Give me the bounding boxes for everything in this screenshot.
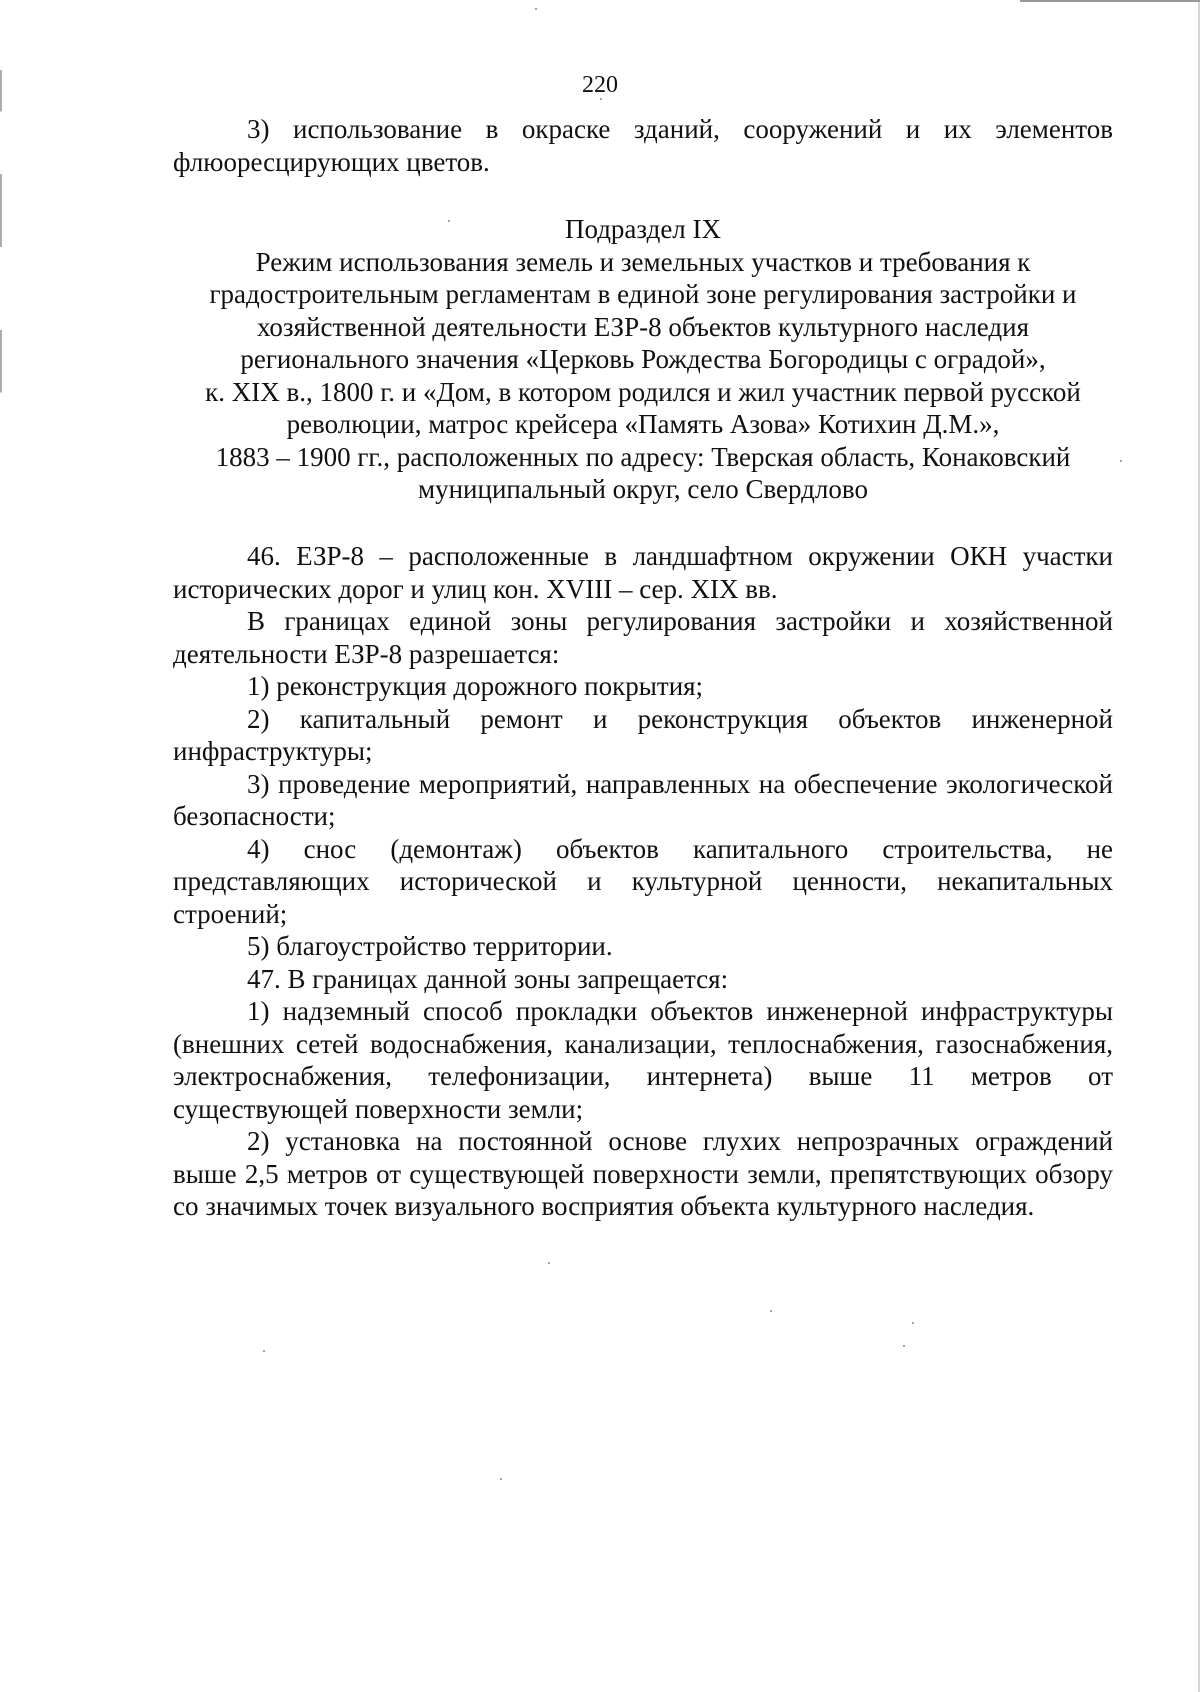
heading-line: муниципальный округ, село Свердлово — [418, 474, 868, 504]
heading-line: 1883 – 1900 гг., расположенных по адресу: Тверская область, Конаковский — [215, 441, 1071, 472]
list-item: 2) капитальный ремонт и реконструкция объектов инженерной инфраструктуры; — [173, 703, 1113, 766]
scan-speck — [903, 1345, 905, 1347]
scan-speck — [770, 1310, 772, 1312]
clause-paragraph: 47. В границах данной зоны запрещается: — [247, 963, 729, 994]
heading-line: Режим использования земель и земельных участков и требования к — [255, 246, 1031, 277]
list-item: 1) реконструкция дорожного покрытия; — [247, 671, 704, 701]
subsection-title: Подраздел IX — [564, 214, 722, 244]
scan-edge-top — [1020, 0, 1200, 2]
scan-speck — [912, 1322, 914, 1324]
scan-speck — [448, 220, 450, 222]
heading-line: хозяйственной деятельности ЕЗР-8 объектов культурного наследия — [256, 311, 1030, 342]
scan-speck — [1120, 460, 1122, 462]
scan-speck — [600, 98, 602, 100]
body-section — [173, 540, 1113, 1223]
scan-edge-left — [0, 70, 2, 590]
intro-paragraph: 3) использование в окраске зданий, сооружений и их элементов флюоресцирующих цветов. — [173, 114, 1113, 177]
heading-line: градостроительным регламентам в единой зоне регулирования застройки и — [209, 279, 1077, 309]
heading-line: регионального значения «Церковь Рождества Богородицы с оградой», — [240, 344, 1046, 374]
heading-line: революции, матрос крейсера «Память Азова» Котихин Д.М.», — [286, 409, 1000, 439]
list-item: 5) благоустройство территории. — [247, 931, 613, 961]
clause-paragraph: В границах единой зоны регулирования застройки и хозяйственной деятельности ЕЗР-8 разрешается: — [173, 606, 1113, 669]
scan-speck — [500, 1478, 502, 1480]
list-item: 1) надземный способ прокладки объектов инженерной инфраструктуры (внешних сетей водоснабжения, канализации, теплоснабжения, газоснабжения, электроснабжения, телефонизации, интернета) выше 11 метров от существующей поверхности земли; — [173, 996, 1113, 1124]
list-item: 4) снос (демонтаж) объектов капитального строительства, не представляющих исторической и культурной ценности, некапитальных строений; — [173, 833, 1113, 929]
scan-speck — [548, 1262, 550, 1264]
list-item: 3) проведение мероприятий, направленных на обеспечение экологической безопасности; — [173, 768, 1113, 831]
subsection-heading — [173, 213, 1113, 506]
scan-speck — [535, 8, 537, 10]
scan-speck — [263, 1350, 265, 1352]
heading-line: к. XIX в., 1800 г. и «Дом, в котором родился и жил участник первой русской — [205, 376, 1081, 407]
list-item: 2) установка на постоянной основе глухих непрозрачных ограждений выше 2,5 метров от существующей поверхности земли, препятствующих обзору со значимых точек визуального восприятия объекта культурного наследия. — [173, 1126, 1113, 1221]
clause-paragraph: 46. ЕЗР-8 – расположенные в ландшафтном окружении ОКН участки исторических дорог и улиц кон. XVIII – сер. XIX вв. — [173, 541, 1113, 604]
page-number: 220 — [582, 72, 618, 98]
intro-section — [173, 113, 1113, 178]
